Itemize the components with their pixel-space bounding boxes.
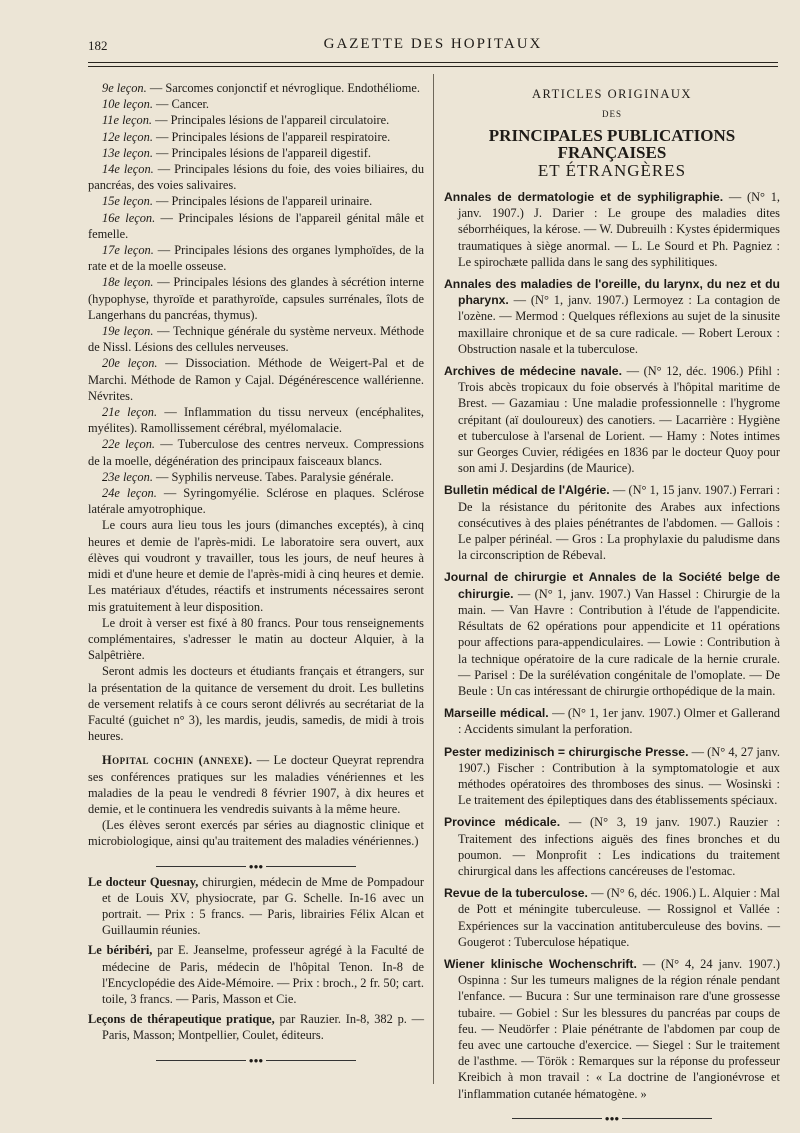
book-list <box>88 874 424 1044</box>
admission-paragraph: Seront admis les docteurs et étudiants français et étrangers, sur la présentation de la quitance de versement du droit. Les bulletins de versement relatifs à ce cours seront délivrés au secrétariat de la Faculté (guichet n° 3), les mardis, jeudis, samedis, de midi à trois heures. <box>88 664 424 744</box>
lesson-item: 20e leçon. — Dissociation. Méthode de Weigert-Pal et de Marchi. Méthode de Ramon y Cajal. Dégénérescence wallérienne. Névrites. <box>88 356 425 403</box>
lesson-label: 12e leçon. <box>102 129 153 144</box>
lesson-label: 20e leçon. <box>102 356 158 371</box>
lesson-label: 23e leçon. <box>102 469 153 484</box>
publication-list <box>444 189 780 1102</box>
publication-title: Pester medizinisch = chirurgische Presse. <box>444 744 689 759</box>
publication-entry <box>444 956 780 1102</box>
lesson-label: 21e leçon. <box>102 405 158 420</box>
book-text: par Rauzier. In-8, 382 p. — Paris, Masson; Montpellier, Coulet, éditeurs. <box>102 1012 425 1043</box>
lesson-label: 24e leçon. <box>102 486 157 501</box>
publication-title: Annales des maladies de l'oreille, du larynx, du nez et du pharynx. <box>444 277 780 308</box>
publication-text: — (N° 6, déc. 1906.) L. Alquier : Mal de Pott et méningite tuberculeuse. — Rossignol et Vallée : Expériences sur la vaccination antituberculeuse des bovins. — Gougerot : Tuberculose hépatique. <box>458 886 780 949</box>
lesson-text: Principales lésions de l'appareil respiratoire. <box>171 129 391 144</box>
publication-entry <box>444 885 780 950</box>
section-subheading: DES <box>601 109 622 120</box>
lesson-text: Dissociation. Méthode de Weigert-Pal et de Marchi. Méthode de Ramon y Cajal. Dégénérescence wallérienne. Névrites. <box>88 356 425 403</box>
lesson-label: 16e leçon. <box>102 210 156 225</box>
lesson-text: Technique générale du système nerveux. Méthode de Nissl. Lésions des cellules nerveuses. <box>88 324 424 355</box>
publication-title: Bulletin médical de l'Algérie. <box>444 483 610 498</box>
lesson-item: 19e leçon. — Technique générale du système nerveux. Méthode de Nissl. Lésions des cellules nerveuses. <box>88 324 424 355</box>
lesson-text: Inflammation du tissu nerveux (encéphalites, myélites). Ramollissement cérébral, myélomalacie. <box>88 405 424 436</box>
publication-text: — (N° 1, janv. 1907.) Van Hassel : Chirurgie de la main. — Van Havre : Contribution à l'étude de l'appendicite. Résultats de 62 opérations pour appendicite et 11 opérations pour affections para-appendiculaires. — Lowie : Contribution à la technique opératoire de la cure radicale de la hernie crurale. — Parisel : De la surélévation congénitale de l'omoplate. — De Beule : Un cas intéressant de chirurgie orthopédique de la main. <box>458 586 780 698</box>
lesson-item: 13e leçon. — Principales lésions de l'appareil digestif. <box>102 145 371 160</box>
book-item <box>88 1011 424 1043</box>
journal-title: GAZETTE DES HOPITAUX <box>323 36 543 52</box>
publication-text: — (N° 1, janv. 1907.) J. Darier : Le groupe des maladies dites séborrhéiques, la kérose. — W. Dubreuilh : Kystes épidermiques traumatiques à siège anormal. — L. Le Sourd et Ph. Pagniez : Le spirochæte pallida dans le sang des syphilitiques. <box>458 190 780 269</box>
lesson-text: Principales lésions de l'appareil génital mâle et femelle. <box>88 210 424 241</box>
lesson-text: Principales lésions de l'appareil urinaire. <box>171 194 373 209</box>
publication-entry <box>444 276 780 357</box>
publication-text: — (N° 4, 24 janv. 1907.) Ospinna : Sur les tumeurs malignes de la région rénale pendant l'enfance. — Bucura : Sur une terminaison rare d'une grossesse tubaire. — Gobiel : Sur les blessures du pancréas par coups de feu. — Neudörfer : Plaie pénétrante de l'abdomen par coup de feu avec une cartouche d'exercice. — Siegel : Sur le traitement de l'asthme. — Török : Remarques sur la réponse du professeur Kreibich à mon travail : « La doctrine de l'angionévrose et l'inflammation cutanée hématogène. » <box>458 956 780 1101</box>
publication-title: Wiener klinische Wochenschrift. <box>444 956 637 971</box>
lesson-item: 15e leçon. — Principales lésions de l'appareil urinaire. <box>102 194 373 209</box>
hopital-text: — Le docteur Queyrat reprendra ses conférences pratiques sur les maladies vénériennes et les maladies de la peau le vendredi 8 février 1907, à dix heures et demie, et le continuera les vendredis suivants à la même heure. <box>88 753 424 816</box>
lesson-label: 14e leçon. <box>102 162 154 177</box>
section-title-line2: ET ÉTRANGÈRES <box>537 160 687 180</box>
header-rule <box>88 62 778 63</box>
lesson-item: 9e leçon. — Sarcomes conjonctif et névroglique. Endothéliome. <box>102 81 420 95</box>
lesson-text: Principales lésions de l'appareil digestif. <box>171 145 371 160</box>
ornament-divider: ●●● <box>88 858 424 866</box>
lesson-label: 10e leçon. <box>102 97 153 112</box>
lesson-label: 22e leçon. <box>102 437 156 452</box>
ornament-divider-end: ●●● <box>88 1052 424 1060</box>
page-header <box>88 36 778 58</box>
publication-text: — (N° 3, 19 janv. 1907.) Rauzier : Traitement des infections aiguës des fines bronches et du poumon. — Monprofit : Les indications du traitement chirurgical dans les affections cancéreuses de l'estomac. <box>458 815 781 878</box>
book-item <box>88 942 424 1007</box>
publication-text: — (N° 12, déc. 1906.) Pfihl : Trois abcès tropicaux du foie observés à l'hôpital maritime de Brest. — Gazamiau : Une maladie professionnelle : l'hygrome crépitant (aï douloureux) des canotiers. — Lacarrière : Hygiène et tuberculose à l'arsenal de Lorient. — Hamy : Notes intimes sur Georges Cuvier, rédigées en 1836 par le docteur Quoy pour son ami J. Desjardins (de Maurice). <box>458 364 780 476</box>
lesson-item: 16e leçon. — Principales lésions de l'appareil génital mâle et femelle. <box>88 210 424 241</box>
lesson-label: 19e leçon. <box>102 324 154 339</box>
lesson-text: Principales lésions de l'appareil circulatoire. <box>170 113 390 128</box>
publication-text: — (N° 1, 15 janv. 1907.) Ferrari : De la résistance du péritonite des Arabes aux infections consécutives à des plaies pénétrantes de l'abdomen. — Gallois : Le palper périnéal. — Gros : La prophylaxie du paludisme dans la circonscription de Rébeval. <box>458 483 780 563</box>
lesson-item: 18e leçon. — Principales lésions des glandes à sécrétion interne (hypophyse, thyroïde et parathyroïde, capsules surrénales, îlots de Langerhans du pancréas, thymus). <box>88 275 424 322</box>
book-text: par E. Jeanselme, professeur agrégé à la Faculté de médecine de Paris, médecin de l'hôpital Tenon. In-8 de l'Encyclopédie des Aide-Mémoire. — Prix : broch., 2 fr. 50; cart. toile, 3 francs. — Paris, Masson et Cie. <box>102 943 424 1006</box>
publication-text: — (N° 4, 27 janv. 1907.) Fischer : Contribution à la symptomatologie et aux méthodes opératoires des thromboses des sinus. — Wosinski : Le traitement des épileptiques dans des établissements spéciaux. <box>458 744 780 808</box>
publication-entry <box>444 189 780 270</box>
hopital-note: (Les élèves seront exercés par séries au diagnostic clinique et microbiologique, ainsi qu'au traitement des maladies vénériennes.) <box>88 818 424 849</box>
lesson-text: Principales lésions du foie, des voies biliaires, du pancréas, des voies salivaires. <box>88 162 425 193</box>
publication-title: Archives de médecine navale. <box>444 364 622 379</box>
section-title: PRINCIPALES PUBLICATIONS FRANÇAISES <box>488 126 736 162</box>
book-item <box>88 874 424 939</box>
lesson-text: Cancer. <box>171 97 210 112</box>
lesson-label: 13e leçon. <box>102 145 153 160</box>
lesson-item: 21e leçon. — Inflammation du tissu nerveux (encéphalites, myélites). Ramollissement cérébral, myélomalacie. <box>88 405 424 436</box>
publication-entry <box>444 744 780 809</box>
lesson-item: 11e leçon. — Principales lésions de l'appareil circulatoire. <box>102 113 390 128</box>
lesson-text: Syphilis nerveuse. Tabes. Paralysie générale. <box>171 469 394 484</box>
publication-text: — (N° 1, janv. 1907.) Lermoyez : La contagion de l'ozène. — Mermod : Quelques réflexions au sujet de la sinusite maxillaire chronique et de sa cure radicale. — Robert Leroux : Obstruction nasale et la tuberculose. <box>458 293 780 356</box>
column-divider <box>433 74 434 1084</box>
lesson-label: 15e leçon. <box>102 194 153 209</box>
lesson-label: 18e leçon. <box>102 275 154 290</box>
hopital-paragraph <box>88 752 424 817</box>
lesson-label: 9e leçon. <box>102 81 147 95</box>
course-paragraph: Le cours aura lieu tous les jours (dimanches exceptés), à cinq heures et demie de l'après-midi. Le laboratoire sera ouvert, aux élèves qui voudront y travailler, tous les jours, de neuf heures à midi et d'une heure et demie de l'après-midi à cinq heures et demie. Les matériaux d'études, réactifs et instruments nécessaires seront mis gratuitement à leur disposition. <box>88 518 424 614</box>
publication-title: Revue de la tuberculose. <box>444 886 588 901</box>
book-title: Le béribéri, <box>88 943 153 958</box>
lesson-text: Principales lésions des organes lymphoïdes, de la rate et de la moelle osseuse. <box>88 243 424 274</box>
publication-entry <box>444 814 780 879</box>
publication-title: Journal de chirurgie et Annales de la Société belge de chirurgie. <box>444 570 780 601</box>
lesson-text: Sarcomes conjonctif et névroglique. Endothéliome. <box>165 81 420 95</box>
lesson-text: Tuberculose des centres nerveux. Compressions de la moelle, dégénération des principaux faisceaux blancs. <box>88 437 424 468</box>
publication-entry <box>444 705 780 737</box>
lesson-item: 23e leçon. — Syphilis nerveuse. Tabes. Paralysie générale. <box>102 469 394 484</box>
hopital-heading: Hopital cochin (annexe). <box>102 753 253 768</box>
lesson-text: Syringomyélie. Sclérose en plaques. Sclérose latérale amyotrophique. <box>88 486 424 517</box>
left-column <box>88 80 424 1068</box>
publication-entry <box>444 569 780 699</box>
lesson-item: 12e leçon. — Principales lésions de l'appareil respiratoire. <box>102 129 391 144</box>
book-text: chirurgien, médecin de Mme de Pompadour et de Louis XV, physiocrate, par G. Schelle. In-16 avec un portrait. — Prix : 5 francs. — Paris, librairies Félix Alcan et Guillaumin réunies. <box>102 874 424 938</box>
lesson-item: 17e leçon. — Principales lésions des organes lymphoïdes, de la rate et de la moelle osseuse. <box>88 243 424 274</box>
lesson-item: 10e leçon. — Cancer. <box>102 97 210 112</box>
lesson-text: Principales lésions des glandes à sécrétion interne (hypophyse, thyroïde et parathyroïde, capsules surrénales, îlots de Langerhans du pancréas, thymus). <box>88 275 424 322</box>
section-heading: ARTICLES ORIGINAUX <box>532 87 692 101</box>
publication-title: Province médicale. <box>444 815 561 830</box>
publication-title: Annales de dermatologie et de syphiligraphie. <box>444 190 724 205</box>
lesson-label: 11e leçon. <box>102 113 152 128</box>
lesson-item: 24e leçon. — Syringomyélie. Sclérose en plaques. Sclérose latérale amyotrophique. <box>88 486 424 517</box>
publication-title: Marseille médical. <box>444 706 549 721</box>
publication-entry <box>444 363 780 476</box>
header-rule-thin <box>88 66 778 67</box>
publication-entry <box>444 482 780 563</box>
right-column <box>444 80 780 1126</box>
publication-text: — (N° 1, 1er janv. 1907.) Olmer et Gallerand : Accidents simulant la perforation. <box>458 706 781 737</box>
lesson-item: 22e leçon. — Tuberculose des centres nerveux. Compressions de la moelle, dégénération des principaux faisceaux blancs. <box>88 437 424 468</box>
lesson-list <box>88 80 424 517</box>
lesson-item: 14e leçon. — Principales lésions du foie, des voies biliaires, du pancréas, des voies salivaires. <box>88 162 425 193</box>
book-title: Leçons de thérapeutique pratique, <box>88 1012 275 1027</box>
fee-paragraph: Le droit à verser est fixé à 80 francs. Pour tous renseignements complémentaires, s'adresser le matin au docteur Alquier, à la Salpêtrière. <box>88 615 424 663</box>
lesson-label: 17e leçon. <box>102 243 154 258</box>
book-title: Le docteur Quesnay, <box>88 874 199 889</box>
ornament-divider-right: ●●● <box>444 1110 780 1118</box>
page-number: 182 <box>88 38 108 53</box>
